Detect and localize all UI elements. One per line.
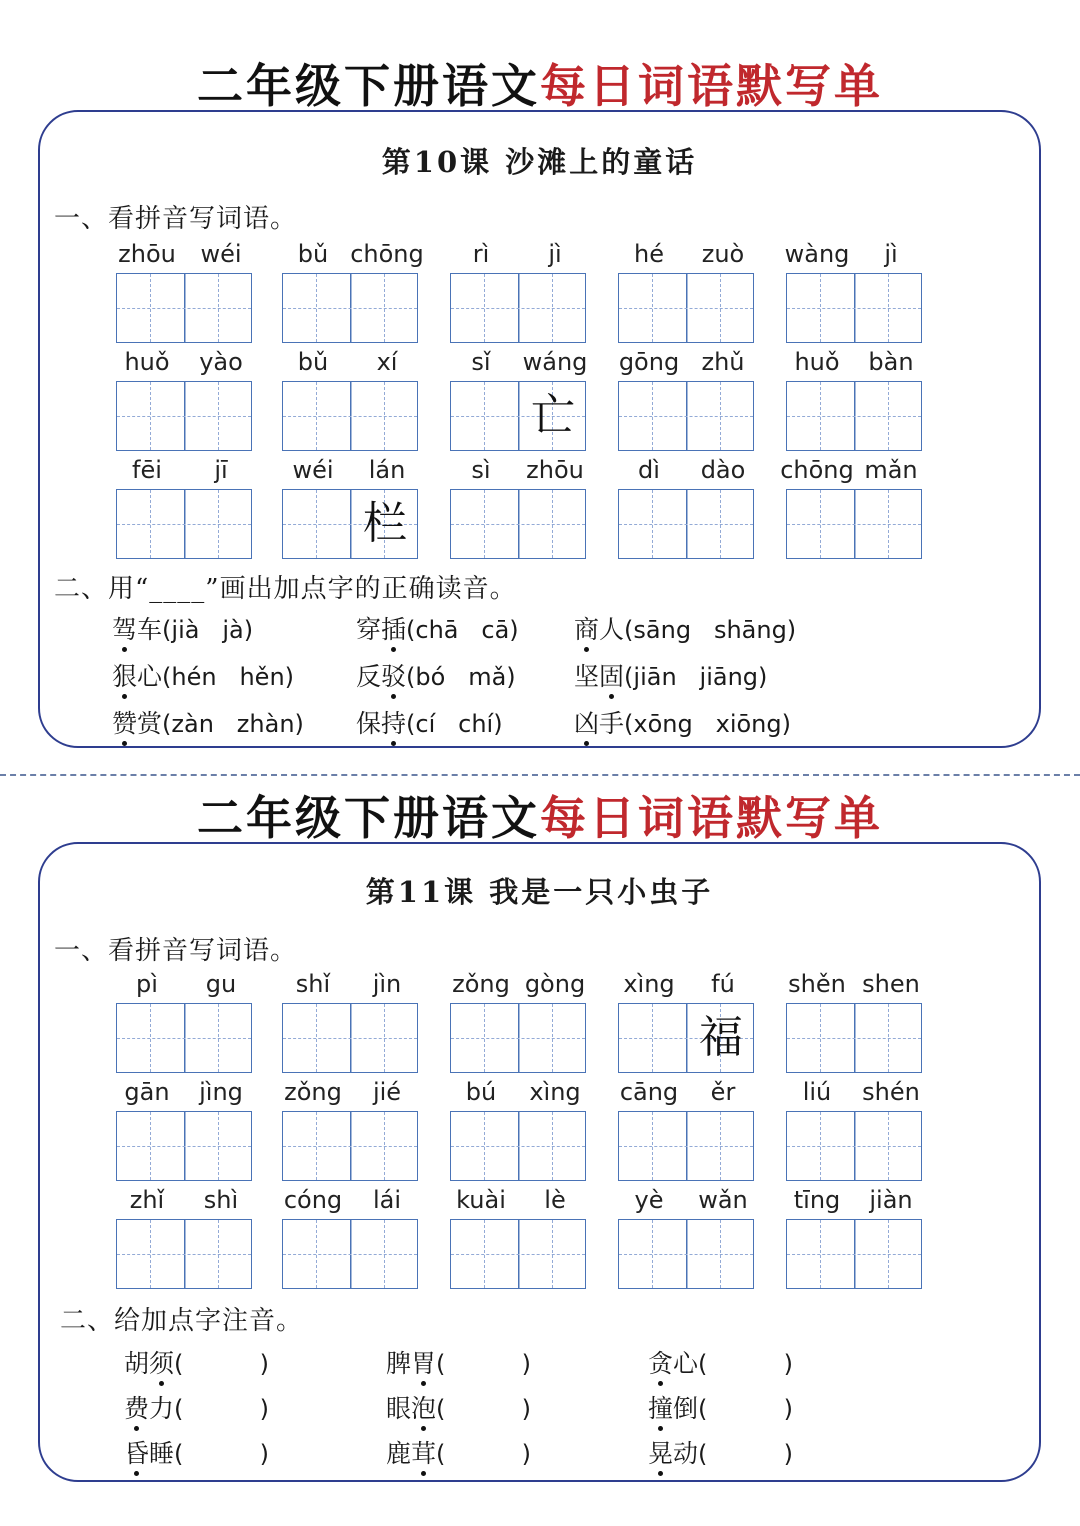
- lesson-title: 第10课 沙滩上的童话: [381, 145, 698, 179]
- pinyin-label: [444, 240, 592, 274]
- sheet1-banner: [0, 50, 1080, 116]
- pinyin-syllable-2: mǎn: [864, 456, 918, 484]
- pinyin-syllable-2: jìng: [199, 1078, 243, 1106]
- writing-grid[interactable]: [282, 273, 418, 343]
- pinyin-syllable-1: gān: [124, 1078, 170, 1106]
- pinyin-label: [276, 240, 424, 274]
- pinyin-label: [612, 1078, 760, 1112]
- pinyin-choices[interactable]: ( ): [698, 1395, 794, 1423]
- writing-grid[interactable]: [786, 381, 922, 451]
- writing-grid[interactable]: [450, 489, 586, 559]
- word-char: 睡: [149, 1439, 175, 1468]
- pinyin-label: [110, 456, 258, 490]
- writing-grid[interactable]: [786, 489, 922, 559]
- pinyin-label: [780, 240, 928, 274]
- pinyin-syllable-1: bǔ: [297, 240, 329, 268]
- pinyin-syllable-2: lái: [372, 1186, 402, 1214]
- pinyin-choices[interactable]: ( ): [174, 1350, 270, 1378]
- pinyin-choices[interactable]: (jià jà): [162, 616, 254, 644]
- reading-item: [574, 610, 796, 646]
- writing-grid[interactable]: [116, 1003, 252, 1073]
- pinyin-syllable-2: wáng: [522, 348, 588, 376]
- pinyin-syllable-1: rì: [472, 240, 490, 268]
- pinyin-label: [444, 1186, 592, 1220]
- writing-grid[interactable]: [116, 489, 252, 559]
- pinyin-syllable-1: sǐ: [471, 348, 491, 376]
- reading-item: [124, 1434, 269, 1470]
- pinyin-label: [612, 1186, 760, 1220]
- pinyin-syllable-1: gōng: [618, 348, 680, 376]
- reading-item: [356, 610, 519, 646]
- pinyin-label: [612, 348, 760, 382]
- pinyin-syllable-1: shǐ: [295, 970, 331, 998]
- dotted-char: 狠: [112, 662, 138, 691]
- banner-title: 二年级下册语文: [197, 59, 540, 113]
- pinyin-choices[interactable]: ( ): [698, 1350, 794, 1378]
- pinyin-choices[interactable]: ( ): [436, 1350, 532, 1378]
- pinyin-choices[interactable]: ( ): [174, 1395, 270, 1423]
- pinyin-choices[interactable]: (jiān jiāng): [624, 663, 768, 691]
- dotted-char: 驳: [381, 662, 407, 691]
- pinyin-label: [780, 970, 928, 1004]
- pinyin-choices[interactable]: ( ): [436, 1440, 532, 1468]
- word-char: 动: [673, 1439, 699, 1468]
- pinyin-label: [444, 348, 592, 382]
- writing-grid[interactable]: [618, 1003, 754, 1073]
- reading-item: [112, 610, 253, 646]
- pinyin-syllable-2: jì: [884, 240, 898, 268]
- dotted-char: 持: [381, 709, 407, 738]
- pinyin-syllable-2: wǎn: [698, 1186, 748, 1214]
- pinyin-syllable-2: zhǔ: [701, 348, 745, 376]
- pinyin-syllable-2: wéi: [200, 240, 242, 268]
- dotted-char: 插: [381, 615, 407, 644]
- pinyin-label: [276, 348, 424, 382]
- reading-item: [386, 1434, 531, 1470]
- writing-grid[interactable]: [618, 273, 754, 343]
- reading-item: [648, 1434, 793, 1470]
- pinyin-syllable-2: zhōu: [526, 456, 584, 484]
- reading-item: [648, 1389, 793, 1425]
- writing-grid[interactable]: [786, 1111, 922, 1181]
- prefilled-character: 栏: [363, 498, 407, 549]
- prefilled-character: 福: [699, 1012, 743, 1063]
- pinyin-choices[interactable]: ( ): [174, 1440, 270, 1468]
- writing-grid[interactable]: [450, 1219, 586, 1289]
- writing-grid[interactable]: [618, 489, 754, 559]
- pinyin-label: [612, 240, 760, 274]
- word-char: 心: [673, 1349, 699, 1378]
- pinyin-syllable-2: gòng: [524, 970, 586, 998]
- word-char: 力: [149, 1394, 175, 1423]
- pinyin-choices[interactable]: ( ): [436, 1395, 532, 1423]
- section-1-heading: 一、看拼音写词语。: [54, 204, 298, 234]
- word-char: 脾: [386, 1349, 412, 1378]
- pinyin-syllable-1: hé: [634, 240, 664, 268]
- pinyin-syllable-2: jī: [214, 456, 228, 484]
- prefilled-character: 亡: [531, 390, 575, 441]
- pinyin-choices[interactable]: (cí chí): [406, 710, 503, 738]
- dotted-char: 商: [574, 615, 600, 644]
- dotted-char: 费: [124, 1394, 150, 1423]
- writing-grid[interactable]: [450, 1003, 586, 1073]
- dotted-char: 胃: [411, 1349, 437, 1378]
- word-char: 坚: [574, 662, 600, 691]
- reading-item: [648, 1344, 793, 1380]
- pinyin-label: [612, 970, 760, 1004]
- pinyin-syllable-2: shì: [203, 1186, 239, 1214]
- pinyin-syllable-2: jìn: [372, 970, 402, 998]
- dotted-char: 赞: [112, 709, 138, 738]
- pinyin-syllable-2: jì: [548, 240, 562, 268]
- pinyin-syllable-1: bú: [465, 1078, 497, 1106]
- pinyin-syllable-2: zuò: [701, 240, 745, 268]
- pinyin-label: [110, 348, 258, 382]
- writing-grid[interactable]: [116, 273, 252, 343]
- section-2-heading: 二、给加点字注音。: [60, 1306, 304, 1336]
- pinyin-syllable-1: xìng: [623, 970, 675, 998]
- reading-item: [574, 704, 791, 740]
- pinyin-syllable-2: lè: [544, 1186, 566, 1214]
- writing-grid[interactable]: [450, 381, 586, 451]
- lesson-title: 第11课 我是一只小虫子: [365, 875, 714, 909]
- pinyin-choices[interactable]: ( ): [698, 1440, 794, 1468]
- section-2-heading: 二、用“____”画出加点字的正确读音。: [54, 574, 517, 604]
- pinyin-syllable-1: dì: [638, 456, 660, 484]
- section-1-heading: 一、看拼音写词语。: [54, 936, 298, 966]
- word-char: 车: [137, 615, 163, 644]
- writing-grid[interactable]: [786, 273, 922, 343]
- pinyin-label: [444, 1078, 592, 1112]
- banner-subtitle: 每日词语默写单: [540, 791, 883, 845]
- pinyin-syllable-2: ěr: [710, 1078, 736, 1106]
- pinyin-label: [276, 970, 424, 1004]
- word-char: 人: [599, 615, 625, 644]
- pinyin-syllable-2: xí: [376, 348, 398, 376]
- cut-line: [0, 774, 1080, 776]
- pinyin-label: [276, 1078, 424, 1112]
- pinyin-syllable-1: zǒng: [452, 970, 510, 998]
- reading-item: [356, 657, 516, 693]
- dotted-char: 凶: [574, 709, 600, 738]
- pinyin-label: [276, 456, 424, 490]
- word-char: 心: [137, 662, 163, 691]
- pinyin-label: [444, 456, 592, 490]
- dotted-char: 撞: [648, 1394, 674, 1423]
- word-char: 鹿: [386, 1439, 412, 1468]
- pinyin-label: [110, 970, 258, 1004]
- sheet1-panel: [38, 110, 1041, 748]
- pinyin-syllable-1: wéi: [292, 456, 334, 484]
- pinyin-syllable-1: shěn: [788, 970, 846, 998]
- word-char: 反: [356, 662, 382, 691]
- writing-grid[interactable]: [282, 1111, 418, 1181]
- writing-grid[interactable]: [282, 489, 418, 559]
- pinyin-label: [110, 1186, 258, 1220]
- pinyin-syllable-1: huǒ: [794, 348, 840, 376]
- writing-grid[interactable]: [786, 1003, 922, 1073]
- pinyin-syllable-2: lán: [368, 456, 406, 484]
- pinyin-choices[interactable]: (hén hěn): [162, 663, 295, 691]
- writing-grid[interactable]: [282, 381, 418, 451]
- pinyin-label: [780, 348, 928, 382]
- word-char: 胡: [124, 1349, 150, 1378]
- pinyin-label: [780, 1186, 928, 1220]
- writing-grid[interactable]: [282, 1219, 418, 1289]
- word-char: 眼: [386, 1394, 412, 1423]
- pinyin-label: [780, 1078, 928, 1112]
- word-char: 倒: [673, 1394, 699, 1423]
- pinyin-syllable-2: jié: [372, 1078, 402, 1106]
- pinyin-syllable-1: kuài: [456, 1186, 506, 1214]
- pinyin-syllable-2: dào: [700, 456, 746, 484]
- dotted-char: 贪: [648, 1349, 674, 1378]
- pinyin-syllable-2: jiàn: [869, 1186, 913, 1214]
- pinyin-syllable-2: shén: [862, 1078, 920, 1106]
- writing-grid[interactable]: [618, 1219, 754, 1289]
- pinyin-syllable-2: gu: [205, 970, 237, 998]
- reading-item: [124, 1344, 269, 1380]
- writing-grid[interactable]: [116, 1219, 252, 1289]
- banner-subtitle: 每日词语默写单: [540, 59, 883, 113]
- pinyin-choices[interactable]: (chā cā): [406, 616, 519, 644]
- pinyin-syllable-2: xìng: [529, 1078, 581, 1106]
- pinyin-syllable-1: tīng: [793, 1186, 841, 1214]
- dotted-char: 晃: [648, 1439, 674, 1468]
- word-char: 穿: [356, 615, 382, 644]
- pinyin-syllable-1: yè: [634, 1186, 664, 1214]
- dotted-char: 昏: [124, 1439, 150, 1468]
- word-char: 赏: [137, 709, 163, 738]
- pinyin-syllable-2: chōng: [350, 240, 424, 268]
- pinyin-syllable-1: zhōu: [118, 240, 176, 268]
- sheet2-panel: [38, 842, 1041, 1482]
- reading-item: [574, 657, 767, 693]
- pinyin-label: [612, 456, 760, 490]
- pinyin-choices[interactable]: (bó mǎ): [406, 663, 516, 691]
- dotted-char: 茸: [411, 1439, 437, 1468]
- pinyin-syllable-1: chōng: [780, 456, 854, 484]
- reading-item: [112, 704, 304, 740]
- pinyin-label: [110, 1078, 258, 1112]
- pinyin-syllable-1: fēi: [132, 456, 162, 484]
- pinyin-syllable-1: bǔ: [297, 348, 329, 376]
- pinyin-syllable-1: wàng: [784, 240, 850, 268]
- pinyin-syllable-1: pì: [136, 970, 158, 998]
- pinyin-choices[interactable]: (sāng shāng): [624, 616, 797, 644]
- pinyin-label: [780, 456, 928, 490]
- pinyin-choices[interactable]: (xōng xiōng): [624, 710, 791, 738]
- reading-item: [386, 1344, 531, 1380]
- pinyin-syllable-1: cóng: [283, 1186, 343, 1214]
- reading-item: [386, 1389, 531, 1425]
- word-char: 手: [599, 709, 625, 738]
- writing-grid[interactable]: [116, 381, 252, 451]
- writing-grid[interactable]: [116, 1111, 252, 1181]
- pinyin-label: [110, 240, 258, 274]
- pinyin-syllable-2: yào: [199, 348, 243, 376]
- pinyin-syllable-1: liú: [802, 1078, 832, 1106]
- writing-grid[interactable]: [450, 1111, 586, 1181]
- pinyin-label: [276, 1186, 424, 1220]
- banner-title: 二年级下册语文: [197, 791, 540, 845]
- pinyin-syllable-2: fú: [711, 970, 735, 998]
- dotted-char: 驾: [112, 615, 138, 644]
- writing-grid[interactable]: [618, 1111, 754, 1181]
- reading-item: [124, 1389, 269, 1425]
- pinyin-syllable-1: zǒng: [284, 1078, 342, 1106]
- pinyin-choices[interactable]: (zàn zhàn): [162, 710, 304, 738]
- pinyin-syllable-1: huǒ: [124, 348, 170, 376]
- dotted-char: 须: [149, 1349, 175, 1378]
- pinyin-syllable-1: cāng: [619, 1078, 679, 1106]
- pinyin-syllable-1: sì: [471, 456, 491, 484]
- word-char: 保: [356, 709, 382, 738]
- writing-grid[interactable]: [618, 381, 754, 451]
- reading-item: [112, 657, 294, 693]
- pinyin-syllable-1: zhǐ: [129, 1186, 165, 1214]
- pinyin-syllable-2: shen: [862, 970, 920, 998]
- writing-grid[interactable]: [450, 273, 586, 343]
- sheet2-banner: [0, 782, 1080, 848]
- dotted-char: 固: [599, 662, 625, 691]
- reading-item: [356, 704, 503, 740]
- dotted-char: 泡: [411, 1394, 437, 1423]
- pinyin-syllable-2: bàn: [868, 348, 914, 376]
- writing-grid[interactable]: [786, 1219, 922, 1289]
- writing-grid[interactable]: [282, 1003, 418, 1073]
- pinyin-label: [444, 970, 592, 1004]
